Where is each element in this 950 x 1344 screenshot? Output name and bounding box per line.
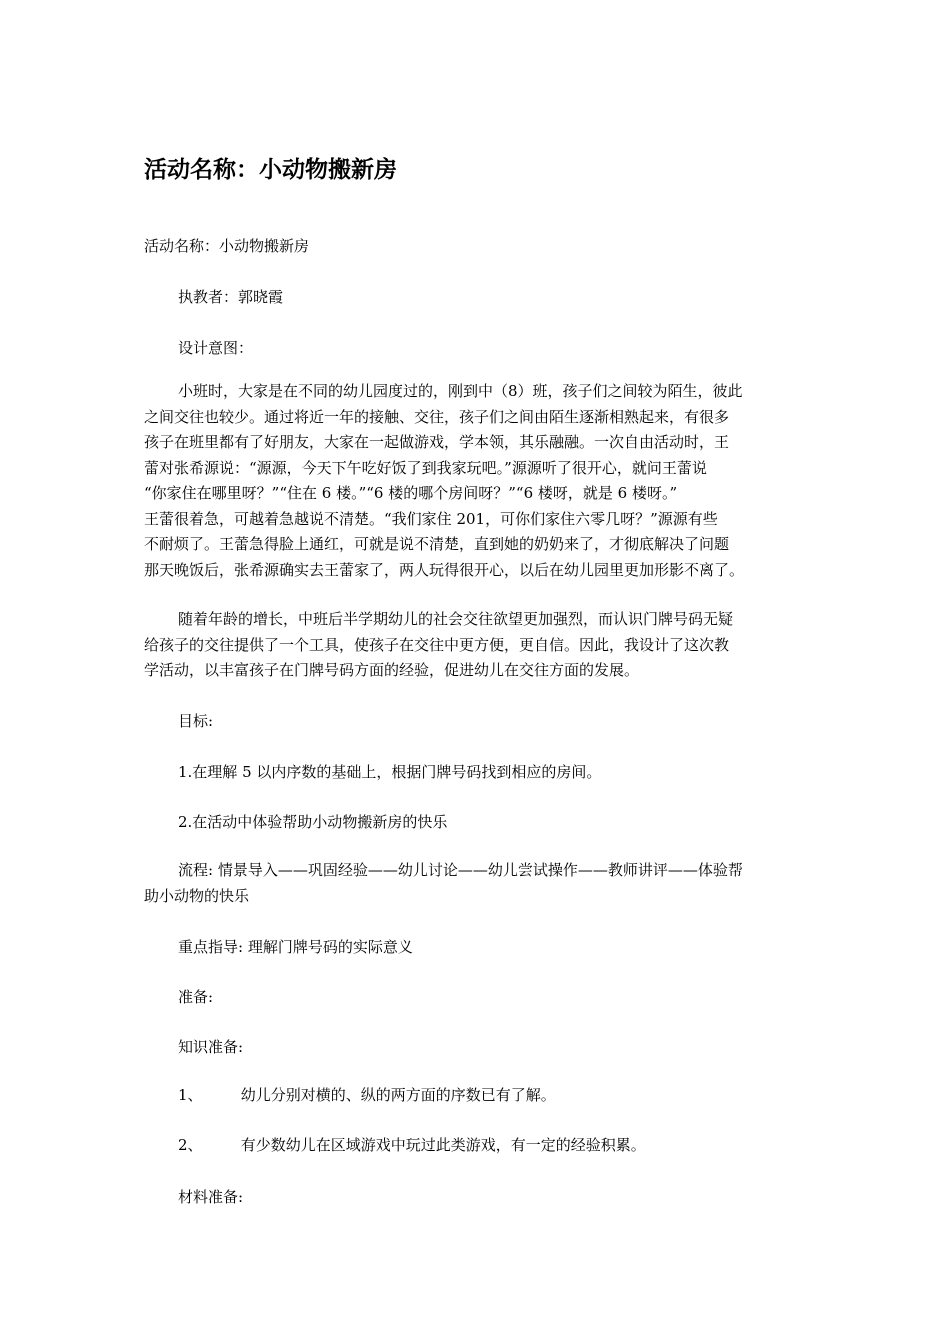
goal-item-1: 1.在理解 5 以内序数的基础上，根据门牌号码找到相应的房间。 [178,763,602,781]
paragraph-line: 不耐烦了。王蕾急得脸上通红，可就是说不清楚，直到她的奶奶来了，才彻底解决了问题 [144,535,730,553]
paragraph-line: 助小动物的快乐 [144,886,250,905]
paragraph-line: 王蕾很着急，可越着急越说不清楚。“我们家住 201，可你们家住六零几呀？”源源有些 [144,509,718,528]
list-number: 2、 [178,1136,203,1154]
list-text: 幼儿分别对横的、纵的两方面的序数已有了解。 [240,1086,556,1104]
design-intent-heading: 设计意图： [178,339,254,357]
knowledge-item-1 [178,1083,556,1109]
design-intent-paragraph [144,379,810,583]
key-guidance: 重点指导: 理解门牌号码的实际意义 [178,938,413,956]
paragraph-line: 学活动，以丰富孩子在门牌号码方面的经验，促进幼儿在交往方面的发展。 [144,661,640,679]
goal-item-2: 2.在活动中体验帮助小动物搬新房的快乐 [178,813,448,831]
paragraph-line: 给孩子的交往提供了一个工具，使孩子在交往中更方便，更自信。因此，我设计了这次教 [144,635,730,654]
growth-paragraph [144,607,810,684]
activity-name: 活动名称：小动物搬新房 [144,237,310,255]
paragraph-line: 随着年龄的增长，中班后半学期幼儿的社会交往欲望更加强烈，而认识门牌号码无疑 [178,610,734,628]
process-paragraph [144,858,810,909]
knowledge-prep-heading: 知识准备: [178,1038,244,1056]
knowledge-item-2 [178,1133,646,1159]
material-prep-heading: 材料准备: [178,1188,244,1206]
teacher-line: 执教者：郭晓霞 [178,288,284,306]
preparation-heading: 准备: [178,988,214,1006]
paragraph-line: 蕾对张希源说：“源源，今天下午吃好饭了到我家玩吧。”源源听了很开心，就问王蕾说 [144,458,707,477]
paragraph-line: 小班时，大家是在不同的幼儿园度过的，刚到中（8）班，孩子们之间较为陌生，彼此 [178,382,743,400]
list-text: 有少数幼儿在区域游戏中玩过此类游戏，有一定的经验积累。 [240,1136,646,1154]
paragraph-line: 流程: 情景导入——巩固经验——幼儿讨论——幼儿尝试操作——教师讲评——体验帮 [178,861,743,879]
paragraph-line: 之间交往也较少。通过将近一年的接触、交往，孩子们之间由陌生逐渐相熟起来，有很多 [144,407,730,426]
goals-heading: 目标: [178,712,214,730]
document-title: 活动名称：小动物搬新房 [144,156,397,183]
list-number: 1、 [178,1086,203,1104]
paragraph-line: “你家住在哪里呀？”“住在 6 楼。”“6 楼的哪个房间呀？”“6 楼呀，就是 6 楼呀。” [144,484,678,502]
paragraph-line: 孩子在班里都有了好朋友，大家在一起做游戏，学本领，其乐融融。一次自由活动时，王 [144,433,730,451]
paragraph-line: 那天晚饭后，张希源确实去王蕾家了，两人玩得很开心，以后在幼儿园里更加形影不离了。 [144,560,745,579]
